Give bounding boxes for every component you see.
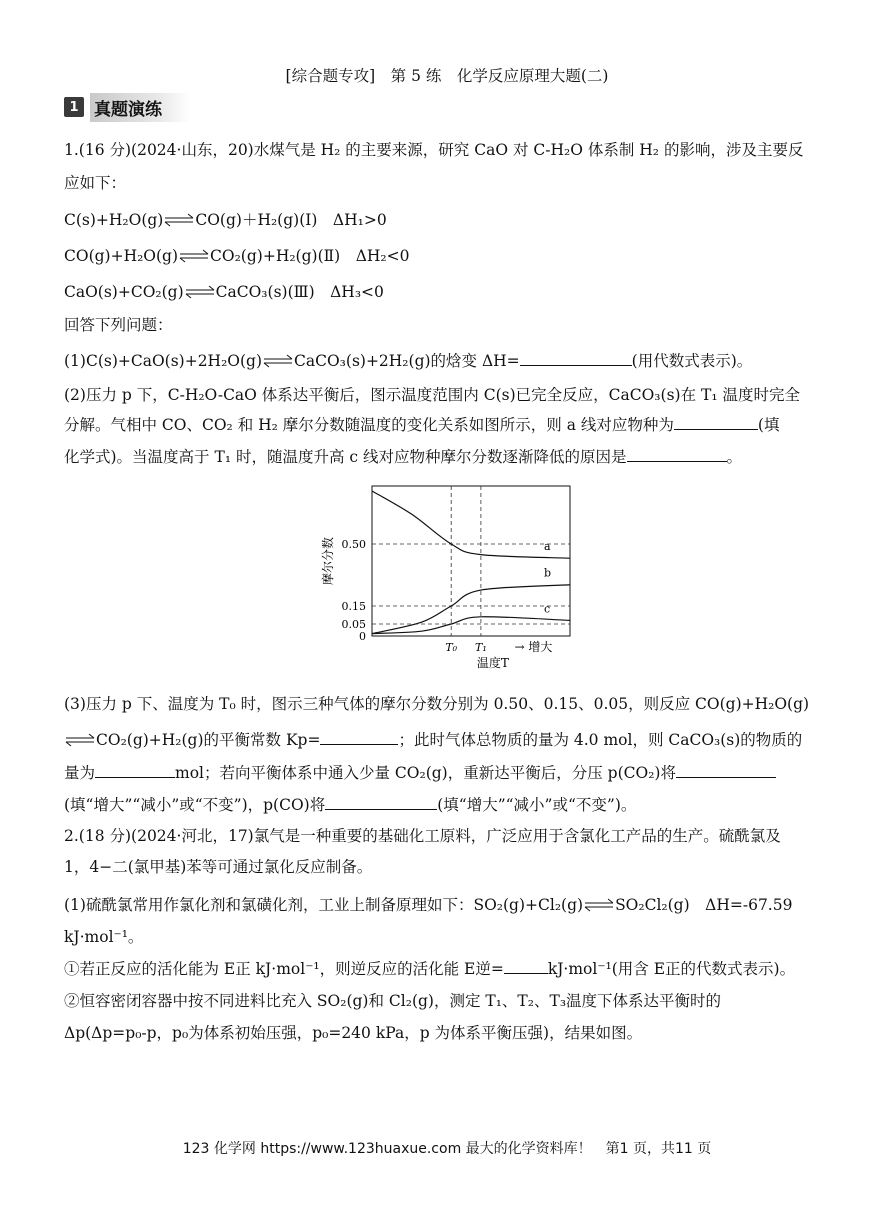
q1-part2-line2-tail: (填 xyxy=(757,416,780,434)
q1-part1-left: (1)C(s)+CaO(s)+2H₂O(g) xyxy=(64,352,263,370)
q2-part1-line2: kJ·mol⁻¹。 xyxy=(64,928,144,946)
q2-intro-line2: 1，4−二(氯甲基)苯等可通过氯化反应制备。 xyxy=(64,858,373,876)
answer-prompt: 回答下列问题： xyxy=(64,316,173,334)
x-tick-label: T₁ xyxy=(475,641,487,654)
mole-fraction-chart xyxy=(316,482,596,682)
y-tick-label: 0 xyxy=(359,630,366,643)
q1-part3-line2-text: CO₂(g)+H₂(g)的平衡常数 Kp= xyxy=(96,731,321,749)
reaction-2-left: CO(g)+H₂O(g) xyxy=(64,247,179,265)
q1-part1 xyxy=(64,350,752,372)
answer-blank[interactable] xyxy=(320,730,398,745)
q1-part3-line4-text: (填“增大”“减小”或“不变”)，p(CO)将 xyxy=(64,796,326,814)
reaction-3-right: CaCO₃(s)(Ⅲ) ΔH₃<0 xyxy=(215,283,384,301)
q1-part2-line3-text: 化学式)。当温度高于 T₁ 时，随温度升高 c 线对应物种摩尔分数逐渐降低的原因是 xyxy=(64,448,627,466)
series-line-a xyxy=(372,491,570,558)
y-tick-label: 0.50 xyxy=(341,538,366,551)
equilibrium-arrow-icon xyxy=(263,356,293,368)
y-tick-label: 0.05 xyxy=(341,618,366,631)
q2-part1-left: (1)硫酰氯常用作氯化剂和氯磺化剂，工业上制备原理如下：SO₂(g)+Cl₂(g) xyxy=(64,896,584,914)
answer-blank[interactable] xyxy=(520,351,632,366)
q2-part1-sub2-line2: Δp(Δp=p₀-p，p₀为体系初始压强，p₀=240 kPa，p 为体系平衡压强)，结果如图。 xyxy=(64,1024,643,1042)
series-line-b xyxy=(372,585,570,634)
q1-intro-line1: 1.(16 分)(2024·山东，20)水煤气是 H₂ 的主要来源，研究 CaO 对 C-H₂O 体系制 H₂ 的影响，涉及主要反 xyxy=(64,141,804,159)
q1-part3-line3-text: mol；若向平衡体系中通入少量 CO₂(g)，重新达平衡后，分压 p(CO₂)将 xyxy=(175,764,676,782)
q1-part3-line2-tail: ；此时气体总物质的量为 4.0 mol，则 CaCO₃(s)的物质的 xyxy=(398,731,803,749)
q2-part1-sub2-line1: ②恒容密闭容器中按不同进料比充入 SO₂(g)和 Cl₂(g)，测定 T₁、T₂、T₃温度下体系达平衡时的 xyxy=(64,992,722,1010)
equilibrium-arrow-icon xyxy=(185,287,215,299)
series-line-c xyxy=(372,617,570,634)
answer-blank[interactable] xyxy=(95,763,175,778)
q2-part1-sub1-tail: kJ·mol⁻¹(用含 E正的代数式表示)。 xyxy=(547,960,796,978)
section-number-badge: 1 xyxy=(64,97,84,117)
q1-part1-mid: CaCO₃(s)+2H₂(g)的焓变 ΔH= xyxy=(294,352,520,370)
answer-blank[interactable] xyxy=(325,795,437,810)
q1-part3-line3 xyxy=(64,762,776,784)
series-label-b: b xyxy=(544,566,552,580)
reaction-1-right: CO(g)＋H₂(g)(Ⅰ) ΔH₁>0 xyxy=(195,211,387,229)
answer-blank[interactable] xyxy=(627,447,727,462)
x-axis-label: 温度T xyxy=(476,656,509,670)
x-tick-label: T₀ xyxy=(445,641,458,654)
reaction-1 xyxy=(64,209,387,231)
q2-part1-sub1-text: ①若正反应的活化能为 E正 kJ·mol⁻¹，则逆反应的活化能 E逆= xyxy=(64,960,504,978)
q1-part2-line3-tail: 。 xyxy=(726,448,743,466)
series-label-a: a xyxy=(544,540,551,554)
q1-part3-line3-head: 量为 xyxy=(64,764,96,782)
equilibrium-arrow-icon xyxy=(164,215,194,227)
reaction-2-right: CO₂(g)+H₂(g)(Ⅱ) ΔH₂<0 xyxy=(210,247,410,265)
answer-blank[interactable] xyxy=(504,959,548,974)
x-axis-arrow-label: → 增大 xyxy=(514,640,553,654)
reaction-3-left: CaO(s)+CO₂(g) xyxy=(64,283,184,301)
page-title: [综合题专攻] 第 5 练 化学反应原理大题(二) xyxy=(285,67,609,85)
section-title: 真题演练 xyxy=(90,93,190,122)
reaction-1-left: C(s)+H₂O(g) xyxy=(64,211,164,229)
q1-part3-line4-tail: (填“增大”“减小”或“不变”)。 xyxy=(437,796,637,814)
q1-part2-line3 xyxy=(64,446,742,468)
reaction-2 xyxy=(64,245,409,267)
q1-part3-line4 xyxy=(64,794,636,816)
q2-part1-right: SO₂Cl₂(g) ΔH=-67.59 xyxy=(615,896,793,914)
page-footer: 123 化学网 https://www.123huaxue.com 最大的化学资料库！ 第1 页，共11 页 xyxy=(182,1141,712,1157)
equilibrium-arrow-icon xyxy=(65,735,95,747)
answer-blank[interactable] xyxy=(674,415,758,430)
answer-blank[interactable] xyxy=(676,763,776,778)
y-axis-label: 摩尔分数 xyxy=(321,536,335,586)
q1-part3-line1: (3)压力 p 下、温度为 T₀ 时，图示三种气体的摩尔分数分别为 0.50、0.15、0.05，则反应 CO(g)+H₂O(g) xyxy=(64,695,810,713)
q2-part1-line1 xyxy=(64,894,792,916)
q2-intro-line1: 2.(18 分)(2024·河北，17)氯气是一种重要的基础化工原料，广泛应用于含氯化工产品的生产。硫酰氯及 xyxy=(64,827,781,845)
q1-intro-line2: 应如下： xyxy=(64,174,127,192)
q1-part2-line1: (2)压力 p 下，C-H₂O-CaO 体系达平衡后，图示温度范围内 C(s)已完全反应，CaCO₃(s)在 T₁ 温度时完全 xyxy=(64,386,800,404)
equilibrium-arrow-icon xyxy=(584,900,614,912)
section-header xyxy=(64,94,190,120)
q1-part2-line2 xyxy=(64,414,779,436)
reaction-3 xyxy=(64,281,384,303)
y-tick-label: 0.15 xyxy=(341,600,366,613)
equilibrium-arrow-icon xyxy=(179,251,209,263)
series-label-c: c xyxy=(544,602,551,616)
q1-part1-right: (用代数式表示)。 xyxy=(631,352,753,370)
q2-part1-sub1 xyxy=(64,958,795,980)
q1-part3-line2 xyxy=(64,729,802,751)
q1-part2-line2-text: 分解。气相中 CO、CO₂ 和 H₂ 摩尔分数随温度的变化关系如图所示，则 a 线对应物种为 xyxy=(64,416,674,434)
